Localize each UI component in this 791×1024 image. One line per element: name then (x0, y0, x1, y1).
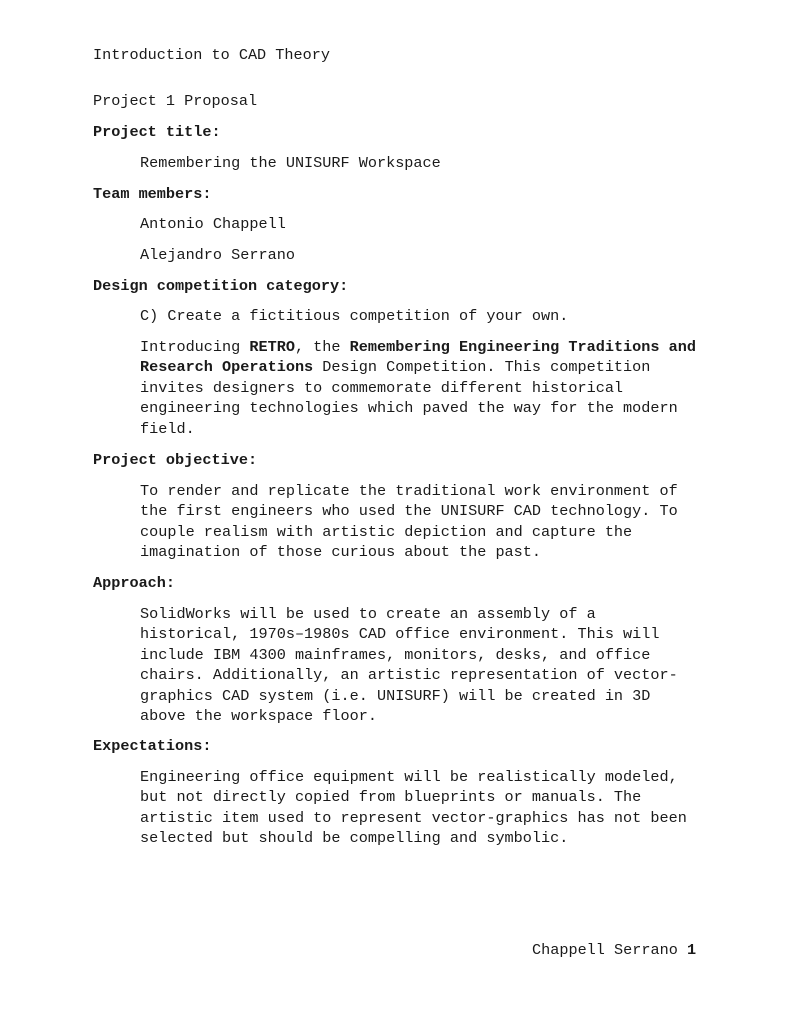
proposal-title: Project 1 Proposal (93, 92, 258, 110)
intro-mid: , the (294, 338, 350, 356)
competition-full-name: Remembering Engineering Traditions and Research Operations (140, 338, 696, 377)
approach-text: SolidWorks will be used to create an assembly of a historical, 1970s–1980s CAD office environment. This will include IBM 4300 mainframes, monitors, desks, and office chairs. Additionally, an artistic representation of vector-graphics CAD system (i.e. UNISURF) will be created in 3D above the workspace floor. (140, 605, 678, 726)
competition-acronym: RETRO (249, 338, 295, 356)
intro-prefix: Introducing (140, 338, 250, 356)
design-category-choice: C) Create a fictitious competition of your own. (140, 307, 569, 325)
team-members-heading: Team members: (93, 185, 212, 203)
objective-text: To render and replicate the traditional work environment of the first engineers who used the UNISURF CAD technology. To couple realism with artistic depiction and capture the imagination of those curious about the past. (140, 482, 678, 562)
objective-heading: Project objective: (93, 451, 258, 469)
competition-intro (140, 337, 700, 439)
team-member-1: Antonio Chappell (140, 215, 286, 233)
expectations-heading: Expectations: (93, 737, 212, 755)
approach-heading: Approach: (93, 574, 176, 592)
expectations-text: Engineering office equipment will be realistically modeled, but not directly copied from blueprints or manuals. The artistic item used to represent vector-graphics has not been selected but should be compelling and symbolic. (140, 768, 687, 848)
page-footer (532, 940, 696, 960)
course-title: Introduction to CAD Theory (93, 46, 330, 64)
intro-rest: Design Competition. This competition invites designers to commemorate different historical engineering technologies which paved the way for the modern field. (140, 358, 678, 438)
project-title-heading: Project title: (93, 123, 221, 141)
design-category-heading: Design competition category: (93, 277, 349, 295)
footer-authors: Chappell Serrano (532, 941, 678, 959)
page-number: 1 (686, 941, 697, 959)
project-title-value: Remembering the UNISURF Workspace (140, 154, 441, 172)
team-member-2: Alejandro Serrano (140, 246, 295, 264)
